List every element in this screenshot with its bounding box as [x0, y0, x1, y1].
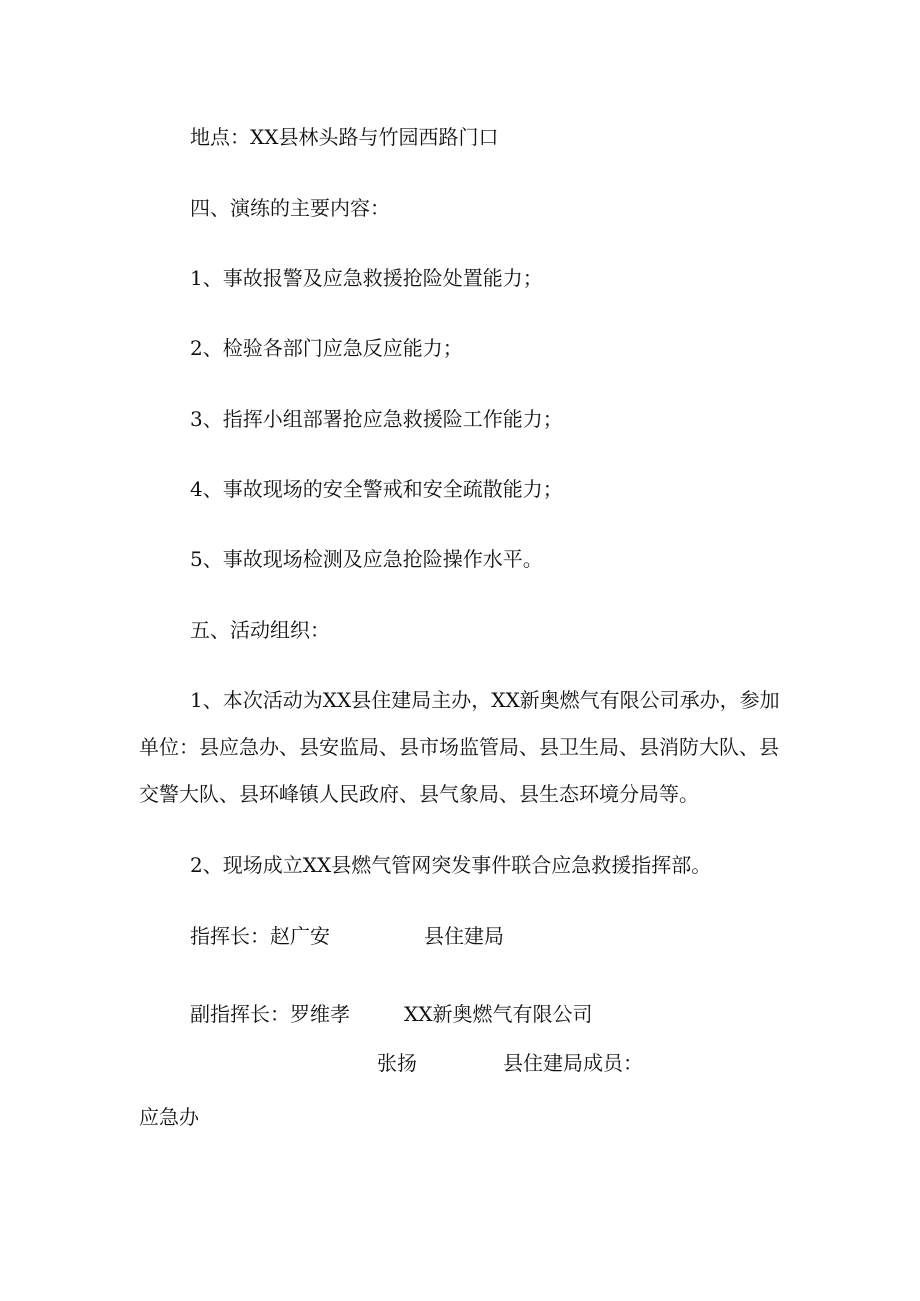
section-5-heading: 五、活动组织： — [190, 618, 330, 642]
deputy-commander-unit: XX新奥燃气有限公司 — [404, 1002, 593, 1026]
member-department: 应急办 — [139, 1105, 199, 1129]
section-4-heading: 四、演练的主要内容： — [190, 196, 390, 220]
member-name: 张扬 — [377, 1051, 417, 1075]
deputy-commander-label: 副指挥长：罗维孝 — [190, 1002, 350, 1026]
commander-unit: 县住建局 — [424, 924, 504, 948]
org-paragraph-2: 2、现场成立XX县燃气管网突发事件联合应急救援指挥部。 — [190, 853, 712, 877]
member-unit: 县住建局成员： — [503, 1051, 643, 1075]
commander-label: 指挥长：赵广安 — [190, 924, 330, 948]
content-item-4: 4、事故现场的安全警戒和安全疏散能力； — [190, 477, 563, 501]
content-item-2: 2、检验各部门应急反应能力； — [190, 336, 463, 360]
content-item-5: 5、事故现场检测及应急抢险操作水平。 — [190, 547, 543, 571]
org-paragraph-1-line-3: 交警大队、县环峰镇人民政府、县气象局、县生态环境分局等。 — [139, 782, 699, 806]
org-paragraph-1-line-1: 1、本次活动为XX县住建局主办，XX新奥燃气有限公司承办，参加 — [190, 688, 780, 712]
org-paragraph-1-line-2: 单位：县应急办、县安监局、县市场监管局、县卫生局、县消防大队、县 — [139, 735, 779, 759]
location-line: 地点：XX县林头路与竹园西路门口 — [190, 125, 499, 149]
content-item-3: 3、指挥小组部署抢应急救援险工作能力； — [190, 407, 563, 431]
content-item-1: 1、事故报警及应急救援抢险处置能力； — [190, 266, 543, 290]
